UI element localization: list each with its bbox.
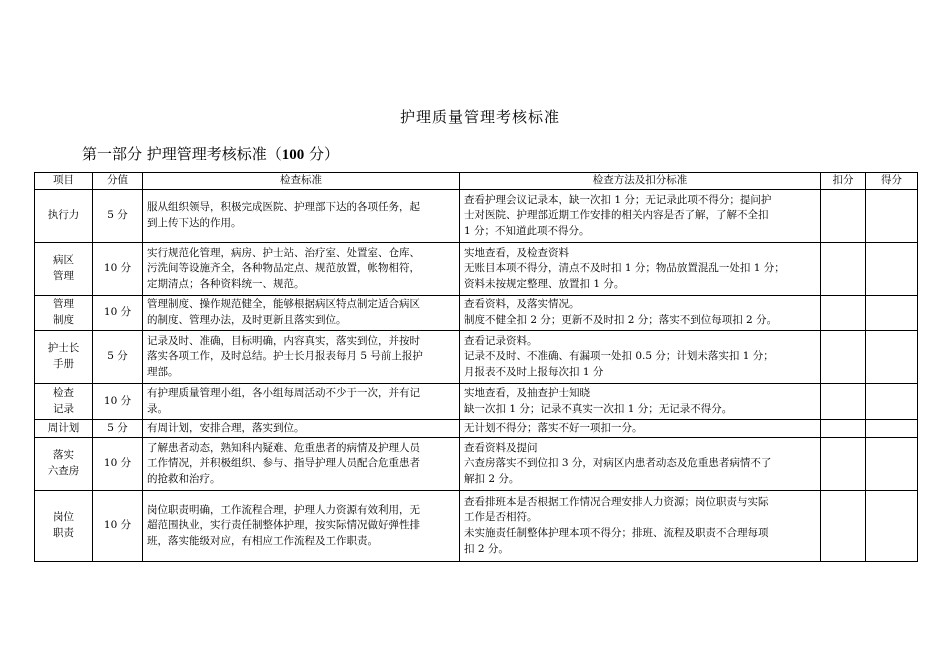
cell-standard-line: 到上传下达的作用。	[147, 217, 242, 229]
cell-method	[460, 438, 821, 491]
cell-method-line: 扣 2 分。	[464, 542, 509, 555]
cell-obtained[interactable]	[866, 296, 918, 331]
cell-method	[460, 243, 821, 296]
cell-deduct[interactable]	[821, 491, 866, 562]
table-row	[35, 384, 918, 420]
header-item: 项目	[35, 173, 93, 190]
cell-standard-line: 实行规范化管理，病房、护士站、治疗室、处置室、仓库、	[147, 246, 420, 259]
cell-item-line: 职责	[53, 527, 74, 539]
cell-standard-line: 班，落实能级对应，有相应工作流程及工作职责。	[147, 534, 378, 547]
cell-obtained[interactable]	[866, 438, 918, 491]
cell-standard-line: 记录及时、准确，目标明确，内容真实，落实到位，并按时	[147, 334, 420, 347]
cell-deduct[interactable]	[821, 384, 866, 420]
cell-standard-line: 管理制度、操作规范健全，能够根据病区特点制定适合病区	[147, 298, 420, 311]
cell-score: 10 分	[93, 491, 143, 562]
cell-score: 10 分	[93, 296, 143, 331]
cell-standard-line: 有周计划，安排合理，落实到位。	[147, 421, 305, 434]
cell-method-line: 记录不及时、不准确、有漏项一处扣 0.5 分；计划未落实扣 1 分；	[464, 350, 774, 363]
cell-method-line: 无计划不得分；落实不好一项扣一分。	[464, 421, 643, 434]
cell-item-line: 管理	[53, 298, 74, 311]
cell-obtained[interactable]	[866, 190, 918, 243]
table-row	[35, 491, 918, 562]
cell-method-line: 缺一次扣 1 分；记录不真实一次扣 1 分；无记录不得分。	[464, 402, 733, 415]
cell-obtained[interactable]	[866, 331, 918, 384]
table-row	[35, 243, 918, 296]
cell-standard-line: 录。	[147, 402, 168, 415]
table-header-row	[35, 173, 918, 190]
cell-deduct[interactable]	[821, 190, 866, 243]
cell-standard-line: 超范围执业，实行责任制整体护理，按实际情况做好弹性排	[147, 519, 420, 532]
cell-method-line: 解扣 2 分。	[464, 472, 520, 485]
table-body	[35, 190, 918, 562]
cell-method-line: 工作是否相符。	[464, 511, 538, 524]
cell-standard-line: 服从组织领导，积极完成医院、护理部下达的各项任务，起	[147, 201, 420, 214]
cell-method-line: 1 分；不知道此项不得分。	[464, 224, 590, 237]
cell-score: 5 分	[93, 190, 143, 243]
cell-standard-line: 理部。	[147, 365, 179, 378]
cell-item	[35, 331, 93, 384]
cell-item-line: 执行力	[47, 209, 80, 222]
cell-method-line: 查看排班本是否根据工作情况合理安排人力资源；岗位职责与实际	[464, 495, 769, 508]
cell-item-line: 护士长	[47, 342, 80, 355]
cell-item-line: 检查	[53, 386, 74, 399]
cell-deduct[interactable]	[821, 296, 866, 331]
cell-method	[460, 384, 821, 420]
cell-item-line: 管理	[53, 270, 74, 282]
cell-standard	[143, 420, 460, 438]
cell-obtained[interactable]	[866, 384, 918, 420]
cell-method-line: 月报表不及时上报每次扣 1 分	[464, 365, 604, 378]
cell-item-line: 病区	[53, 254, 74, 267]
table-row	[35, 190, 918, 243]
header-deduct: 扣分	[821, 173, 866, 190]
cell-method	[460, 491, 821, 562]
cell-obtained[interactable]	[866, 491, 918, 562]
cell-standard	[143, 384, 460, 420]
cell-method-line: 查看资料及提问	[464, 441, 538, 454]
table-row	[35, 438, 918, 491]
cell-standard-line: 的抢救和治疗。	[147, 472, 221, 485]
cell-score: 10 分	[93, 243, 143, 296]
cell-item	[35, 438, 93, 491]
section-title-prefix: 第一部分 护理管理考核标准（	[82, 145, 282, 163]
cell-item-line: 制度	[53, 314, 74, 326]
header-standard: 检查标准	[143, 173, 460, 190]
cell-item-line: 六查房	[47, 465, 80, 477]
cell-method-line: 查看护理会议记录本，缺一次扣 1 分；无记录此项不得分；提问护	[464, 193, 772, 206]
cell-deduct[interactable]	[821, 331, 866, 384]
cell-item	[35, 296, 93, 331]
assessment-table	[34, 172, 918, 562]
cell-item-line: 落实	[53, 449, 74, 462]
cell-deduct[interactable]	[821, 243, 866, 296]
cell-method-line: 士对医院、护理部近期工作安排的相关内容是否了解，了解不全扣	[464, 209, 769, 222]
header-obtained: 得分	[866, 173, 918, 190]
cell-score: 10 分	[93, 384, 143, 420]
cell-standard-line: 有护理质量管理小组，各小组每周活动不少于一次，并有记	[147, 386, 420, 399]
cell-standard	[143, 243, 460, 296]
table-row	[35, 331, 918, 384]
section-title	[82, 143, 339, 164]
table-row	[35, 296, 918, 331]
cell-item	[35, 243, 93, 296]
cell-standard-line: 工作情况，并积极组织、参与、指导护理人员配合危重患者	[147, 457, 420, 470]
cell-score: 10 分	[93, 438, 143, 491]
cell-item	[35, 190, 93, 243]
cell-method-line: 查看记录资料。	[464, 334, 538, 347]
cell-item	[35, 384, 93, 420]
header-score: 分值	[93, 173, 143, 190]
cell-score: 5 分	[93, 331, 143, 384]
cell-standard	[143, 491, 460, 562]
cell-standard-line: 落实各项工作，及时总结。护士长月报表每月 5 号前上报护	[147, 350, 423, 363]
cell-method-line: 未实施责任制整体护理本项不得分；排班、流程及职责不合理每项	[464, 527, 769, 539]
table-row	[35, 420, 918, 438]
cell-standard	[143, 190, 460, 243]
cell-score: 5 分	[93, 420, 143, 438]
cell-deduct[interactable]	[821, 438, 866, 491]
cell-obtained[interactable]	[866, 243, 918, 296]
cell-method-line: 无账目本项不得分，清点不及时扣 1 分；物品放置混乱一处扣 1 分；	[464, 262, 785, 275]
cell-deduct[interactable]	[821, 420, 866, 438]
cell-item-line: 记录	[53, 402, 74, 415]
cell-method	[460, 190, 821, 243]
cell-standard	[143, 331, 460, 384]
cell-item-line: 周计划	[47, 421, 80, 434]
cell-method	[460, 420, 821, 438]
cell-standard-line: 定期清点；各种资料统一、规范。	[147, 277, 305, 290]
cell-item-line: 手册	[53, 358, 74, 370]
cell-method-line: 制度不健全扣 2 分；更新不及时扣 2 分；落实不到位每项扣 2 分。	[464, 314, 778, 326]
cell-method	[460, 331, 821, 384]
section-title-points: 100	[281, 147, 305, 163]
cell-item-line: 岗位	[53, 511, 74, 524]
cell-standard-line: 了解患者动态，熟知科内疑难、危重患者的病情及护理人员	[147, 441, 420, 454]
cell-standard-line: 岗位职责明确，工作流程合理，护理人力资源有效利用，无	[147, 503, 420, 516]
cell-method-line: 实地查看，及检查资料	[464, 246, 569, 259]
header-method: 检查方法及扣分标准	[460, 173, 821, 190]
cell-item	[35, 420, 93, 438]
cell-standard-line: 污洗间等设施齐全，各种物品定点、规范放置，帐物相符，	[147, 262, 420, 275]
cell-item	[35, 491, 93, 562]
cell-method-line: 实地查看，及抽查护士知晓	[464, 386, 590, 399]
cell-method-line: 六查房落实不到位扣 3 分，对病区内患者动态及危重患者病情不了	[464, 457, 772, 470]
document-title: 护理质量管理考核标准	[399, 108, 560, 126]
cell-obtained[interactable]	[866, 420, 918, 438]
cell-method-line: 查看资料，及落实情况。	[464, 298, 580, 311]
cell-standard	[143, 296, 460, 331]
section-title-suffix: 分）	[304, 145, 340, 163]
cell-standard-line: 的制度、管理办法，及时更新且落实到位。	[147, 314, 347, 326]
cell-standard	[143, 438, 460, 491]
cell-method	[460, 296, 821, 331]
cell-method-line: 资料未按规定整理、放置扣 1 分。	[464, 277, 625, 290]
